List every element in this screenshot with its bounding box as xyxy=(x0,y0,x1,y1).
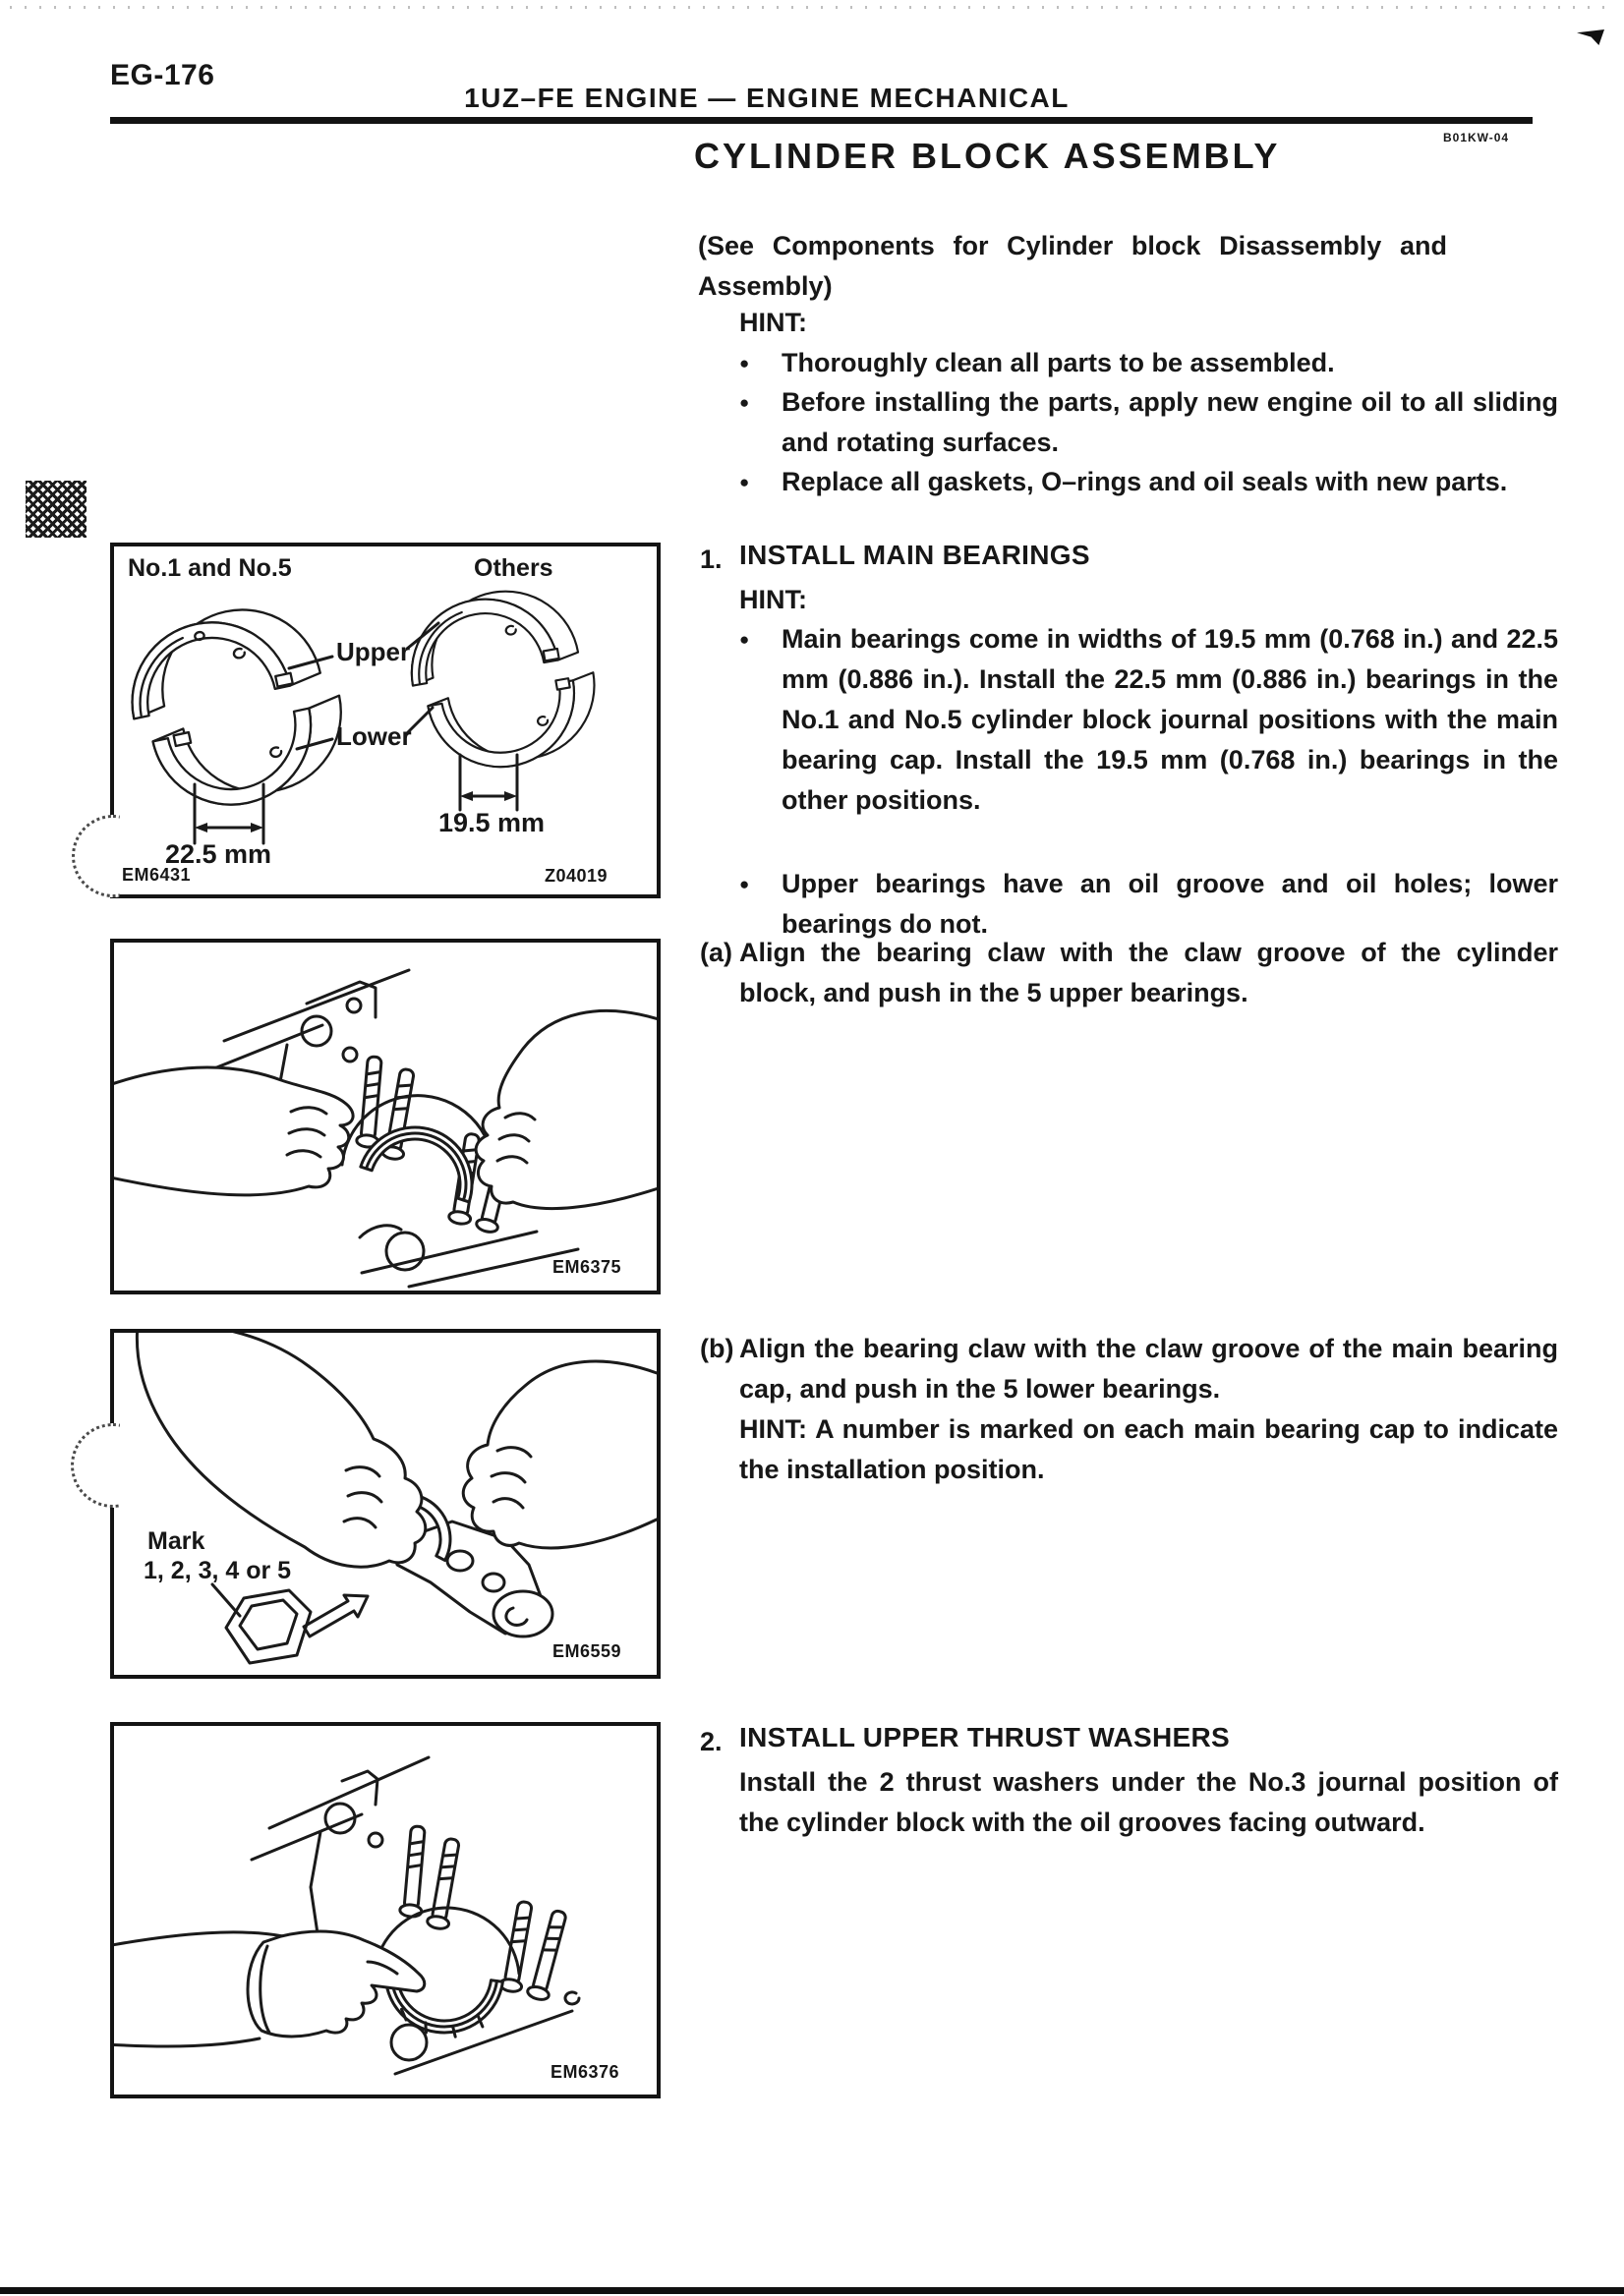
hint-item xyxy=(739,462,1558,502)
header-rule xyxy=(110,117,1533,124)
block-edge xyxy=(252,1814,362,1860)
fig-label-others: Others xyxy=(474,554,553,582)
hint-text: Replace all gaskets, O–rings and oil seals with new parts. xyxy=(782,467,1508,496)
section-header: 1UZ–FE ENGINE — ENGINE MECHANICAL xyxy=(464,83,1070,113)
title-code: B01KW-04 xyxy=(1443,131,1510,144)
step1-number: 1. xyxy=(700,545,723,574)
fig-width-22-5: 22.5 mm xyxy=(165,839,272,869)
step1-heading: INSTALL MAIN BEARINGS xyxy=(739,540,1090,570)
right-hand xyxy=(463,1361,657,1548)
thrust-washer-install-illustration xyxy=(114,1726,657,2095)
figure-code: EM6559 xyxy=(552,1641,622,1661)
hint-text: Main bearings come in widths of 19.5 mm (0.768 in.) and 22.5 mm (0.886 in.). Install the 22.5 mm (0.886 in.) bearings in the No.1 and No.5 cylinder block journal positions with the main bearing cap. Install the 19.5 mm (0.768 in.) bearings in the other positions. xyxy=(782,624,1558,815)
bullet-icon: ● xyxy=(739,473,750,491)
intro-hint-label: HINT: xyxy=(739,308,807,337)
bullet-icon: ● xyxy=(739,875,750,893)
block-edge xyxy=(224,970,409,1041)
left-hand xyxy=(114,1067,353,1195)
page-bottom-edge xyxy=(0,2287,1624,2294)
substep-b-hint: HINT: A number is marked on each main bearing cap to indicate the installation position. xyxy=(739,1414,1558,1484)
block-edge xyxy=(362,1232,537,1273)
page-title: CYLINDER BLOCK ASSEMBLY xyxy=(694,136,1281,176)
block-edge xyxy=(204,1025,322,1072)
bullet-icon: ● xyxy=(739,354,750,373)
substep-b-block xyxy=(739,1329,1558,1490)
figure-code-right: Z04019 xyxy=(545,866,609,886)
scan-dotted-edge xyxy=(10,6,1612,9)
figure-bearing-cap-mark xyxy=(110,1329,661,1679)
step2-number: 2. xyxy=(700,1727,723,1756)
see-reference-note: (See Components for Cylinder block Disassembly and Assembly) xyxy=(698,231,1447,301)
figure-bearing-widths xyxy=(110,543,661,898)
fig-width-19-5: 19.5 mm xyxy=(438,808,546,837)
substep-a-text: Align the bearing claw with the claw groove of the cylinder block, and push in the 5 upper bearings. xyxy=(739,938,1558,1007)
hint-text: Before installing the parts, apply new engine oil to all sliding and rotating surfaces. xyxy=(782,387,1558,457)
fig-label-lower: Lower xyxy=(336,721,412,751)
page-number: EG-176 xyxy=(110,59,215,91)
bullet-icon: ● xyxy=(739,630,750,649)
upper-shell xyxy=(116,595,321,718)
figure-upper-bearing-install xyxy=(110,939,661,1294)
fig-label-no1-no5: No.1 and No.5 xyxy=(128,554,292,582)
substep-b-label: (b) xyxy=(700,1334,734,1363)
upper-bearing-install-illustration xyxy=(114,943,657,1291)
fig-mark-values: 1, 2, 3, 4 or 5 xyxy=(144,1557,292,1584)
fig-label-upper: Upper xyxy=(336,637,411,666)
substep-a-label: (a) xyxy=(700,938,732,967)
figure-code: EM6375 xyxy=(552,1257,622,1277)
substep-b-text: Align the bearing claw with the claw groove of the main bearing cap, and push in the 5 lower bearings. xyxy=(739,1334,1558,1404)
step2-heading: INSTALL UPPER THRUST WASHERS xyxy=(739,1722,1230,1752)
hint-text: Thoroughly clean all parts to be assembled. xyxy=(782,348,1335,377)
figure-thrust-washer-install xyxy=(110,1722,661,2098)
bearing-cap-mark-illustration xyxy=(114,1333,657,1675)
bearing-others xyxy=(399,578,607,780)
step1-hint-label: HINT: xyxy=(739,585,807,614)
lower-shell xyxy=(151,696,357,820)
mark-plate xyxy=(226,1590,311,1663)
hint-item xyxy=(739,619,1558,821)
mark-arrow xyxy=(304,1595,368,1636)
scan-corner-artifact xyxy=(1577,29,1604,45)
fig-mark-label: Mark xyxy=(147,1527,205,1555)
mark-leader xyxy=(212,1584,240,1616)
figure-code: EM6376 xyxy=(551,2062,620,2082)
hint-item xyxy=(739,343,1558,383)
margin-hatch-mark xyxy=(26,481,87,538)
bearing-no1-no5 xyxy=(116,592,357,822)
right-hand xyxy=(476,1010,657,1208)
step2-body: Install the 2 thrust washers under the No.3 journal position of the cylinder block with the oil grooves facing outward. xyxy=(739,1767,1558,1837)
pointing-hand xyxy=(114,1931,425,2046)
bullet-icon: ● xyxy=(739,393,750,412)
hint-item xyxy=(739,382,1558,463)
block-edge xyxy=(269,1757,429,1828)
hint-text: Upper bearings have an oil groove and oil holes; lower bearings do not. xyxy=(782,869,1558,939)
figure-code: EM6431 xyxy=(122,865,192,885)
